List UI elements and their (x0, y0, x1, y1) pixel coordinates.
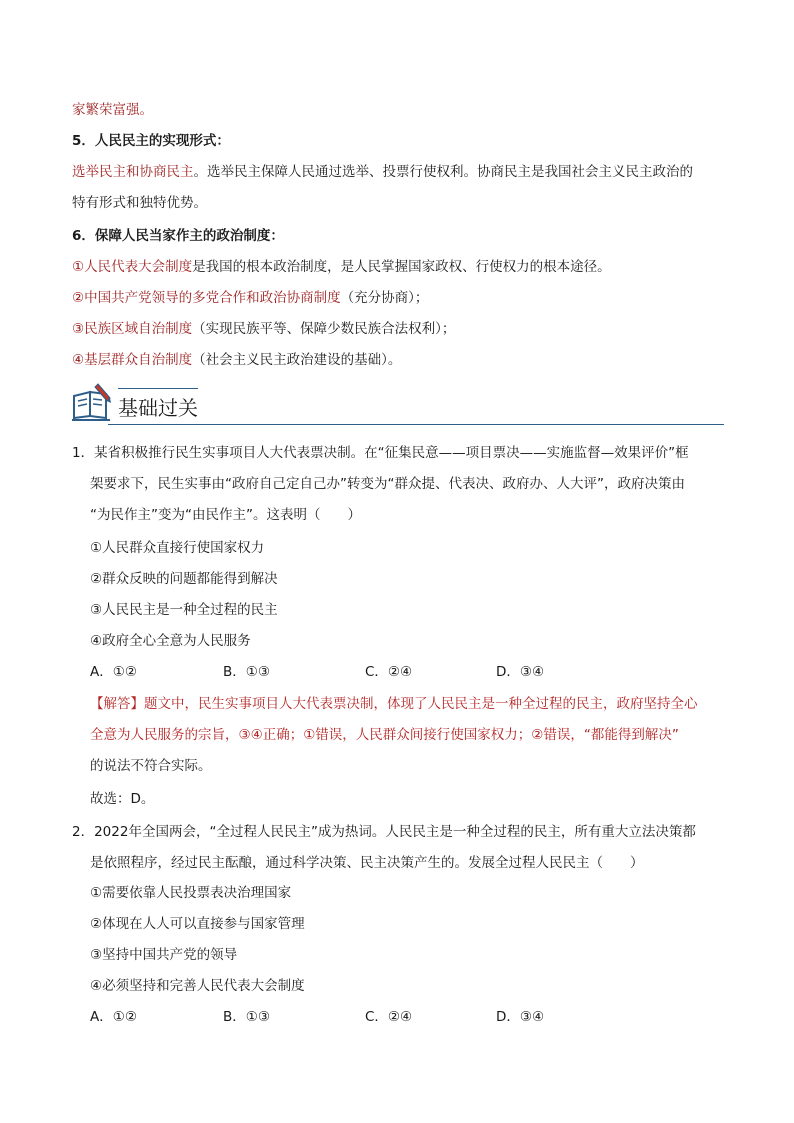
section6-heading: 6．保障人民当家作主的政治制度： (72, 228, 284, 244)
q1-analysis-line1 (90, 694, 698, 714)
section6-item (72, 319, 455, 339)
q2-statement: ①需要依靠人民投票表决治理国家 (90, 885, 292, 901)
section6-item (72, 350, 401, 370)
section5-paragraph-line2: 特有形式和独特优势。 (72, 195, 207, 211)
q1-statement: ②群众反映的问题都能得到解决 (90, 571, 278, 587)
q1-stem-line1: 1．某省积极推行民生实事项目人大代表票决制。在“征集民意——项目票决——实施监督—效果评价”框 (72, 445, 689, 461)
section5-heading: 5．人民民主的实现形式： (72, 133, 230, 149)
q2-statement: ③坚持中国共产党的领导 (90, 947, 238, 963)
q2-option-a[interactable]: A．①② (90, 1009, 137, 1025)
analysis-text: 题文中，民生实事项目人大代表票决制，体现了人民民主是一种全过程的民主，政府坚持全心 (144, 696, 698, 712)
section6-item (72, 288, 428, 308)
section6-item-text: （充分协商）； (340, 290, 429, 306)
q1-option-c[interactable]: C．②④ (365, 664, 413, 680)
header-divider (108, 424, 724, 425)
section-header-title: 基础过关 (118, 396, 198, 420)
q1-stem-line3: “为民作主”变为“由民作主”。这表明（ ） (90, 507, 361, 523)
section5-text: 。选举民主保障人民通过选举、投票行使权利。协商民主是我国社会主义民主政治的 (193, 164, 693, 180)
section5-highlight: 选举民主和协商民主 (72, 164, 194, 180)
q2-option-c[interactable]: C．②④ (365, 1009, 413, 1025)
q2-stem-line1: 2．2022年全国两会，“全过程人民民主”成为热词。人民民主是一种全过程的民主，所有重大立法决策都 (72, 824, 696, 840)
section5-paragraph-line1 (72, 162, 693, 182)
section6-item-text: 是我国的根本政治制度，是人民掌握国家政权、行使权力的根本途径。 (192, 259, 611, 275)
q1-stem-line2: 架要求下，民生实事由“政府自己定自己办”转变为“群众提、代表决、政府办、人大评”，政府决策由 (90, 476, 685, 492)
q2-stem-line2: 是依照程序，经过民主酝酿，通过科学决策、民主决策产生的。发展全过程人民民主（ ） (90, 855, 644, 871)
q1-analysis-line2: 全意为人民服务的宗旨，③④正确；①错误，人民群众间接行使国家权力；②错误，“都能得到解决” (90, 727, 679, 743)
section6-item-highlight: ②中国共产党领导的多党合作和政治协商制度 (72, 290, 341, 306)
q1-statement: ③人民民主是一种全过程的民主 (90, 602, 278, 618)
q1-answer: 故选：D。 (90, 791, 155, 807)
section6-item-highlight: ①人民代表大会制度 (72, 259, 193, 275)
header-accent-line (118, 388, 198, 389)
q1-option-a[interactable]: A．①② (90, 664, 137, 680)
section6-item-text: （实现民族平等、保障少数民族合法权利）； (192, 321, 456, 337)
q2-statement: ④必须坚持和完善人民代表大会制度 (90, 978, 305, 994)
q1-statement: ①人民群众直接行使国家权力 (90, 540, 265, 556)
q2-option-b[interactable]: B．①③ (223, 1009, 270, 1025)
book-pencil-icon (70, 382, 114, 422)
section6-item-highlight: ③民族区域自治制度 (72, 321, 193, 337)
q1-analysis-line3: 的说法不符合实际。 (90, 758, 212, 774)
q1-statement: ④政府全心全意为人民服务 (90, 633, 251, 649)
q2-option-d[interactable]: D．③④ (496, 1009, 545, 1025)
section6-item-text: （社会主义民主政治建设的基础）。 (192, 352, 402, 368)
q1-option-b[interactable]: B．①③ (223, 664, 270, 680)
analysis-tag: 【解答】 (90, 696, 144, 712)
q2-statement: ②体现在人人可以直接参与国家管理 (90, 916, 305, 932)
section6-item (72, 257, 611, 277)
section6-item-highlight: ④基层群众自治制度 (72, 352, 193, 368)
continuation-text: 家繁荣富强。 (72, 102, 153, 118)
q1-option-d[interactable]: D．③④ (496, 664, 545, 680)
